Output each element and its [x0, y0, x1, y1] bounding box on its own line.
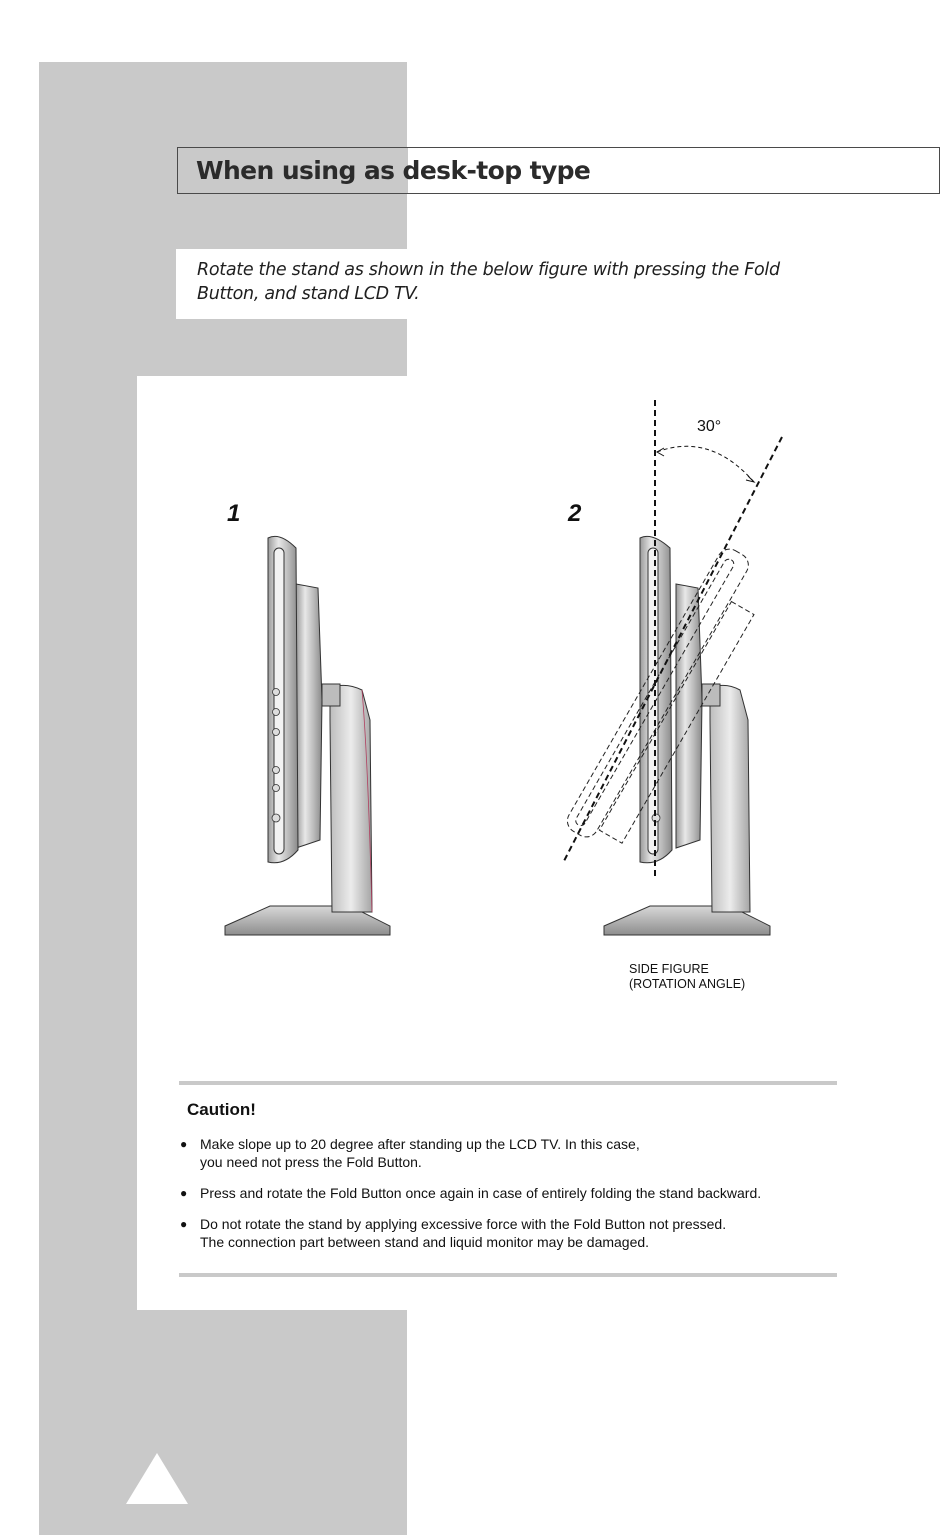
- caution-bottom-rule: [179, 1273, 837, 1277]
- tv-side-view-2: [563, 400, 782, 935]
- intro-line-2: Button, and stand LCD TV.: [197, 284, 420, 304]
- bullet-icon: ●: [180, 1186, 188, 1200]
- figure-label-1: 1: [227, 500, 241, 527]
- bullet-icon: ●: [180, 1217, 188, 1231]
- caution-item-line: The connection part between stand and liquid monitor may be damaged.: [200, 1234, 650, 1250]
- caption-line-1: SIDE FIGURE: [629, 962, 709, 976]
- caution-title: Caution!: [187, 1100, 256, 1119]
- section-title-box: [177, 147, 940, 194]
- page-triangle-icon: [126, 1453, 188, 1504]
- tv-side-view-1: [225, 536, 390, 935]
- intro-box: [176, 249, 942, 319]
- caution-item: [179, 1184, 879, 1202]
- bullet-icon: ●: [180, 1137, 188, 1151]
- caution-item: [179, 1135, 879, 1171]
- caution-item-line: Make slope up to 20 degree after standing up the LCD TV. In this case,: [200, 1136, 640, 1152]
- caution-item: [179, 1215, 879, 1251]
- section-title: When using as desk-top type: [196, 156, 591, 185]
- side-figure-caption: [629, 962, 745, 992]
- intro-line-1: Rotate the stand as shown in the below figure with pressing the Fold: [197, 260, 780, 280]
- caution-item-line: you need not press the Fold Button.: [200, 1154, 422, 1170]
- caution-item-line: Do not rotate the stand by applying excessive force with the Fold Button not pressed.: [200, 1216, 727, 1232]
- intro-text: [197, 258, 837, 306]
- stand-rotation-illustration: [137, 376, 942, 996]
- caution-item-line: Press and rotate the Fold Button once again in case of entirely folding the stand backward.: [200, 1185, 762, 1201]
- figure-label-2: 2: [568, 500, 582, 527]
- caption-line-2: (ROTATION ANGLE): [629, 977, 746, 991]
- caution-top-rule: [179, 1081, 837, 1085]
- angle-label: 30°: [697, 418, 722, 435]
- caution-list: [179, 1135, 879, 1264]
